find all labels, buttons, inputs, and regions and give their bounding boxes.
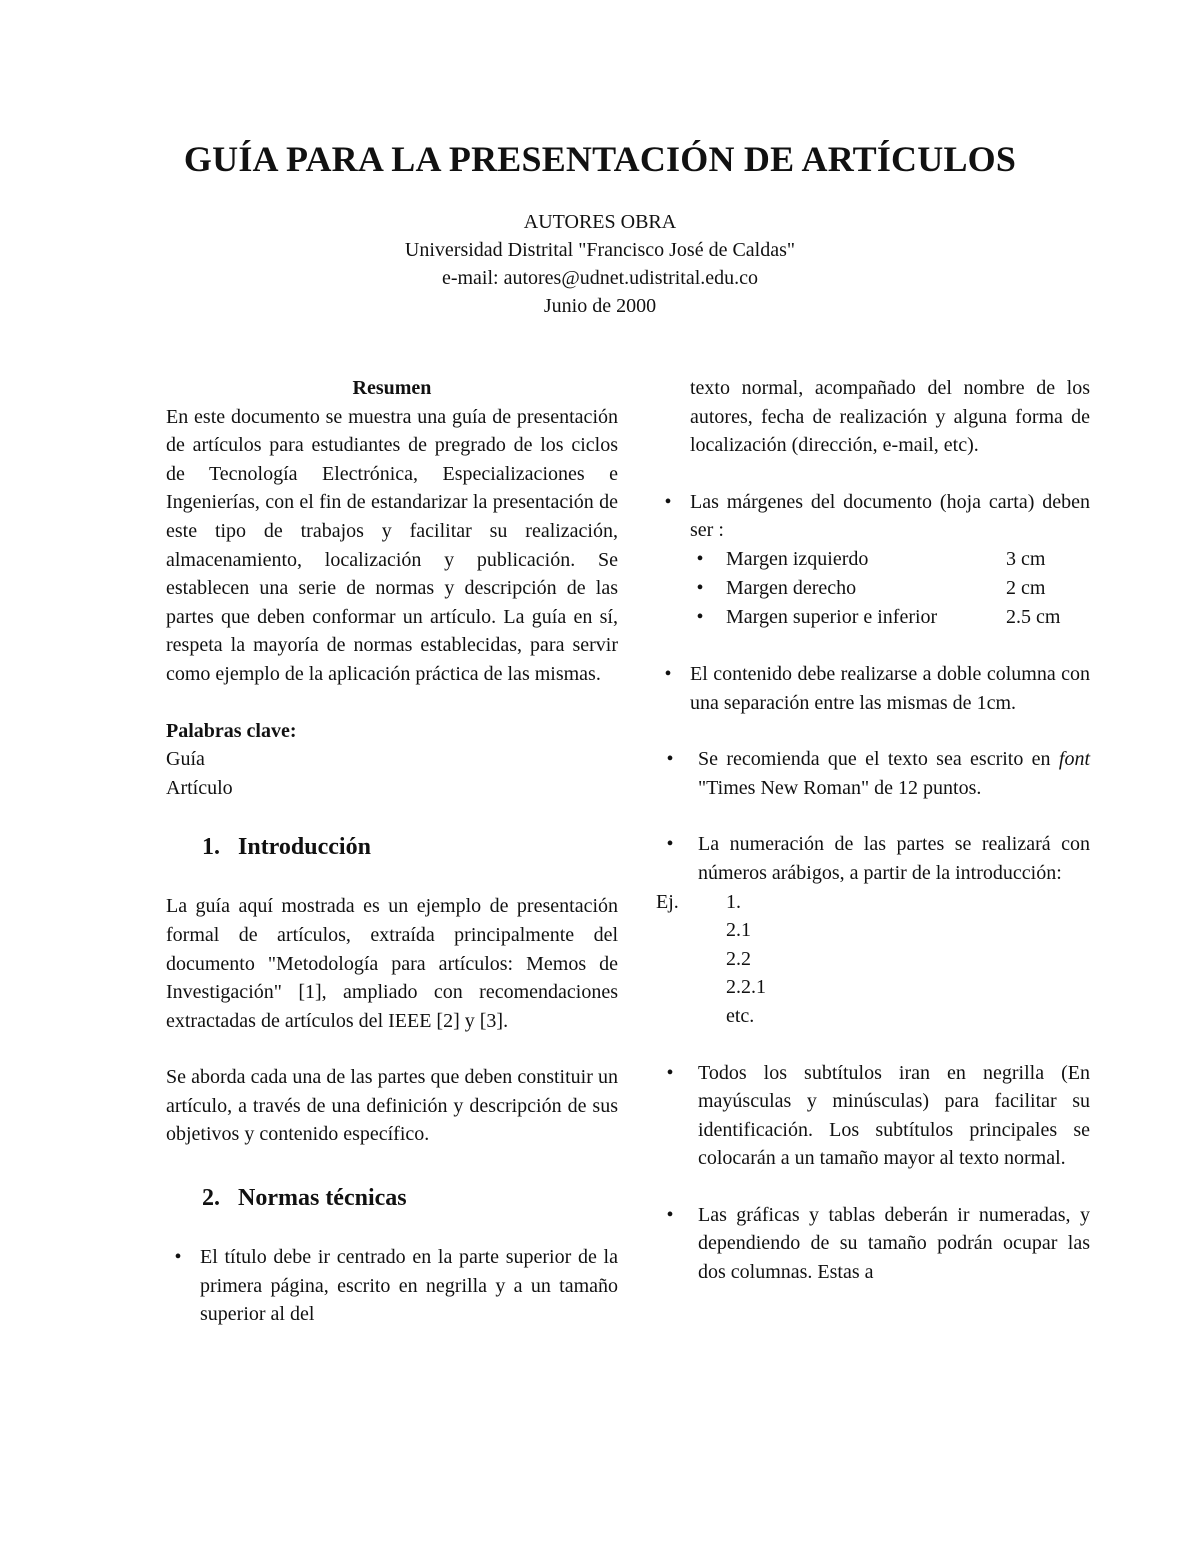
email: e-mail: autores@udnet.udistrital.edu.co bbox=[441, 267, 759, 289]
bullet-dot: • bbox=[666, 748, 674, 771]
intro-paragraph: Se aborda cada una de las partes que deben constituir un artículo, a través de una definición y descripción de sus objetivos y contenido específico. bbox=[166, 1066, 618, 1146]
margin-row bbox=[656, 603, 1090, 632]
margin-label: Margen superior e inferior bbox=[726, 605, 938, 628]
example-number: 2.2.1 bbox=[726, 976, 766, 999]
bullet-item bbox=[656, 660, 1090, 717]
date: Junio de 2000 bbox=[543, 295, 657, 317]
abstract-text: En este documento se muestra una guía de presentación de artículos para estudiantes de pregrado de los ciclos de Tecnología Electrónica, Especializaciones e Ingenierías, con el fin de estandarizar la presentación de este tipo de trabajos y facilitar su realización, almacenamiento, localización y publicación. Se establecen una serie de normas y descripción de las partes que deben conformar un artículo. La guía en sí, respeta la mayoría de normas establecidas, para servir como ejemplo de la aplicación práctica de las mismas. bbox=[166, 405, 618, 685]
example-number: 2.1 bbox=[726, 919, 751, 942]
keywords-heading: Palabras clave: bbox=[166, 719, 297, 742]
section-heading-normas bbox=[166, 1183, 618, 1213]
example-number: etc. bbox=[726, 1004, 755, 1027]
margin-label: Margen derecho bbox=[726, 576, 857, 599]
example-numbers bbox=[656, 888, 1090, 1031]
bullet-dot: • bbox=[664, 662, 672, 685]
bullet-continuation: texto normal, acompañado del nombre de los autores, fecha de realización y alguna forma de localización (dirección, e-mail, etc). bbox=[690, 377, 1090, 457]
margin-label: Margen izquierdo bbox=[726, 547, 869, 570]
section-title: Normas técnicas bbox=[238, 1185, 407, 1212]
margin-row bbox=[656, 545, 1090, 574]
section-heading-introduccion bbox=[166, 832, 618, 862]
section-number: 1. bbox=[202, 834, 220, 861]
author-block bbox=[0, 208, 1200, 320]
bullet-text-italic: font bbox=[1058, 748, 1091, 771]
bullet-text: El contenido debe realizarse a doble columna con una separación entre las mismas de 1cm. bbox=[690, 662, 1090, 714]
bullet-text: Las gráficas y tablas deberán ir numeradas, y dependiendo de su tamaño podrán ocupar las dos columnas. Estas a bbox=[698, 1203, 1090, 1284]
intro-paragraph: La guía aquí mostrada es un ejemplo de presentación formal de artículos, extraída principalmente del documento "Metodología para artículos: Memos de Investigación" [1], ampliado con recomendaciones extractadas de artículos del IEEE [2] y [3]. bbox=[166, 895, 618, 1032]
numbering-example bbox=[656, 888, 1090, 1031]
keyword-item: Guía bbox=[166, 748, 205, 771]
margin-value: 2 cm bbox=[1006, 576, 1046, 599]
example-label: Ej. bbox=[656, 890, 679, 913]
bullet-text: El título debe ir centrado en la parte superior de la primera página, escrito en negrilla y a un tamaño superior al del bbox=[200, 1246, 618, 1326]
authors: AUTORES OBRA bbox=[523, 211, 677, 233]
bullet-dot: • bbox=[696, 605, 704, 628]
bullet-item bbox=[656, 488, 1090, 545]
bullet-text: Las márgenes del documento (hoja carta) deben ser : bbox=[690, 490, 1090, 542]
bullet-dot: • bbox=[666, 833, 674, 856]
section-number: 2. bbox=[202, 1185, 220, 1212]
bullet-item bbox=[656, 1201, 1090, 1287]
bullet-text: Se recomienda que el texto sea escrito en bbox=[698, 748, 1051, 771]
margin-value: 2.5 cm bbox=[1006, 605, 1061, 628]
margin-row bbox=[656, 574, 1090, 603]
bullet-item bbox=[656, 830, 1090, 887]
bullet-dot: • bbox=[666, 1061, 674, 1084]
margin-value: 3 cm bbox=[1006, 547, 1046, 570]
institution: Universidad Distrital "Francisco José de Caldas" bbox=[404, 239, 796, 261]
bullet-dot: • bbox=[696, 547, 704, 570]
bullet-item bbox=[166, 1243, 618, 1329]
bullet-dot: • bbox=[664, 490, 672, 513]
bullet-dot: • bbox=[696, 576, 704, 599]
example-number: 1. bbox=[726, 890, 741, 913]
bullet-text: "Times New Roman" de 12 puntos. bbox=[698, 776, 982, 799]
paper-title: GUÍA PARA LA PRESENTACIÓN DE ARTÍCULOS bbox=[183, 139, 1017, 179]
bullet-item bbox=[656, 1059, 1090, 1173]
example-number: 2.2 bbox=[726, 947, 751, 970]
bullet-dot: • bbox=[666, 1203, 674, 1226]
right-column bbox=[656, 374, 1090, 1287]
bullet-dot: • bbox=[174, 1246, 182, 1269]
margins-list bbox=[656, 545, 1090, 632]
left-column bbox=[166, 374, 618, 1329]
abstract-heading: Resumen bbox=[352, 377, 432, 399]
bullet-item bbox=[656, 745, 1090, 802]
bullet-text: La numeración de las partes se realizará con números arábigos, a partir de la introducción: bbox=[698, 833, 1090, 884]
bullet-text: Todos los subtítulos iran en negrilla (En mayúsculas y minúsculas) para facilitar su identificación. Los subtítulos principales se colocarán a un tamaño mayor al texto normal. bbox=[698, 1061, 1090, 1170]
keyword-item: Artículo bbox=[166, 776, 233, 799]
section-title: Introducción bbox=[238, 834, 371, 861]
